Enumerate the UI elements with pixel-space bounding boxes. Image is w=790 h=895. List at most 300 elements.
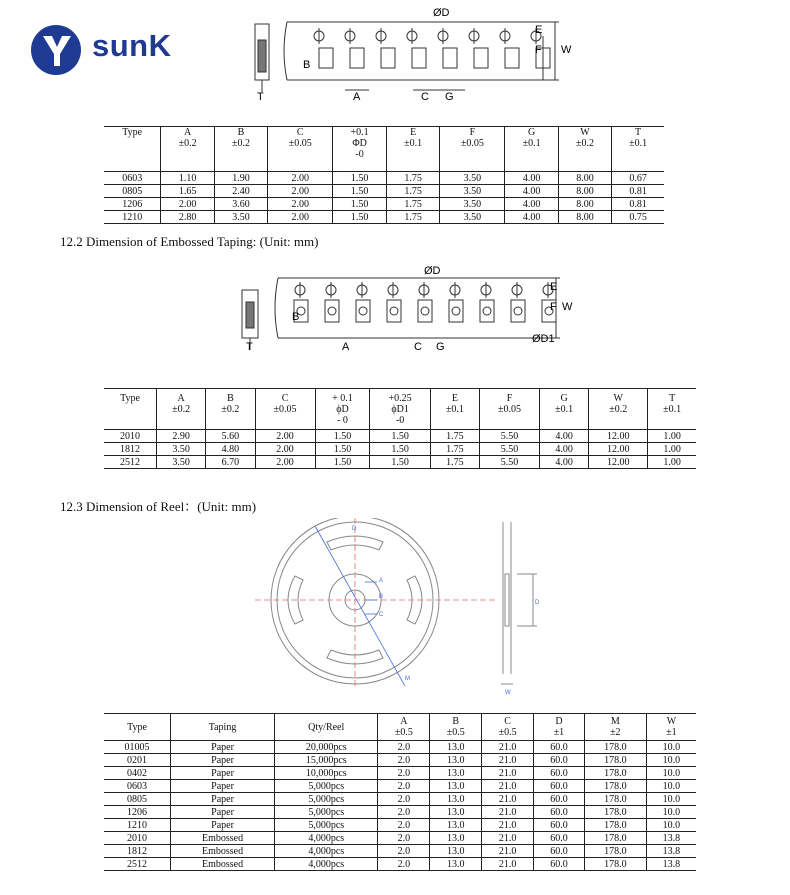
component-pocket: [319, 48, 333, 68]
table-cell: 1.00: [648, 430, 696, 443]
table-cell: 1206: [104, 198, 161, 211]
table-cell: 13.0: [430, 858, 482, 871]
table-cell: 2.0: [378, 858, 430, 871]
table-cell: 4.00: [540, 456, 589, 469]
header-tolerance: ±2: [610, 727, 621, 738]
header-tolerance: ±0.5: [446, 727, 465, 738]
header-tolerance: [106, 415, 154, 426]
table-cell: 2.00: [255, 456, 315, 469]
section-reel-title: 12.3 Dimension of Reel：(Unit: mm): [60, 499, 257, 514]
table-cell: 21.0: [482, 793, 534, 806]
table-row: [104, 858, 696, 871]
header-tolerance: -0: [395, 414, 405, 426]
table-cell: 0.81: [612, 198, 664, 211]
header-tolerance: [433, 415, 477, 426]
table-cell: 10.0: [646, 754, 696, 767]
table-cell: 2.0: [378, 754, 430, 767]
table-cell: 12.00: [589, 456, 648, 469]
header-label: G: [560, 392, 568, 404]
component-pocket: [443, 48, 457, 68]
header-tolerance: ±0.05: [460, 138, 484, 149]
header-tolerance: [507, 160, 555, 171]
table-cell: 1.50: [370, 456, 430, 469]
table-cell: 2.0: [378, 845, 430, 858]
reel-label-d-front: D: [352, 526, 357, 532]
table-cell: 1.10: [161, 172, 214, 185]
table-row: [104, 456, 696, 469]
table-cell: 1.50: [333, 185, 387, 198]
column-header: [482, 714, 534, 741]
reel-label-m: M: [405, 676, 410, 682]
header-tolerance: [270, 160, 330, 171]
column-header: [386, 127, 439, 172]
header-tolerance: ±0.1: [404, 138, 423, 149]
table-row: [104, 211, 664, 224]
table-cell: 5,000pcs: [275, 806, 378, 819]
table-cell: 3.50: [156, 443, 205, 456]
reel-table: [104, 713, 696, 871]
header-label: C: [281, 392, 289, 404]
table-cell: 178.0: [584, 793, 646, 806]
table-cell: 0603: [104, 780, 171, 793]
table-cell: 3.50: [214, 211, 267, 224]
table-cell: 2.00: [268, 198, 333, 211]
table-row: [104, 430, 696, 443]
label-g: G: [445, 91, 454, 100]
table-cell: 12.00: [589, 430, 648, 443]
table-cell: 178.0: [584, 819, 646, 832]
label-w: W: [561, 44, 572, 56]
table-cell: Paper: [171, 793, 275, 806]
table-cell: 60.0: [534, 832, 585, 845]
table-cell: 10.0: [646, 780, 696, 793]
header-label: A: [183, 127, 192, 138]
header-tolerance: [561, 160, 609, 171]
table-cell: 4,000pcs: [275, 845, 378, 858]
header-tolerance: ±0.1: [629, 138, 648, 149]
table-cell: 2.00: [255, 443, 315, 456]
table-cell: Paper: [171, 741, 275, 754]
header-label: Taping: [208, 721, 237, 733]
header-tolerance: [507, 149, 555, 160]
section-embossed-title: 12.2 Dimension of Embossed Taping: (Unit: mm): [60, 234, 319, 249]
table-cell: 1.50: [333, 198, 387, 211]
table-cell: 1812: [104, 443, 156, 456]
table-cell: 60.0: [534, 858, 585, 871]
header-tolerance: ±0.05: [273, 403, 297, 415]
table-cell: 15,000pcs: [275, 754, 378, 767]
table-row: [104, 172, 664, 185]
component-pocket: [505, 48, 519, 68]
table-cell: 1.50: [315, 430, 370, 443]
table-cell: 4.00: [505, 198, 558, 211]
header-tolerance: [591, 415, 645, 426]
header-tolerance: [442, 160, 502, 171]
column-header: [171, 714, 275, 741]
table-cell: 0.81: [612, 185, 664, 198]
table-cell: 1.00: [648, 456, 696, 469]
table-cell: 2512: [104, 858, 171, 871]
header-tolerance: [561, 149, 609, 160]
column-header: [268, 127, 333, 172]
table-cell: 10.0: [646, 767, 696, 780]
table-cell: 21.0: [482, 741, 534, 754]
header-tolerance: ±0.1: [445, 403, 464, 415]
table-cell: 13.0: [430, 780, 482, 793]
table-cell: 2.0: [378, 793, 430, 806]
column-header: [534, 714, 585, 741]
header-label: Type: [122, 127, 143, 138]
table-cell: 178.0: [584, 832, 646, 845]
reel-label-b: B: [379, 594, 384, 600]
table-cell: 5,000pcs: [275, 819, 378, 832]
column-header: [156, 389, 205, 430]
table-cell: 60.0: [534, 741, 585, 754]
column-header: [558, 127, 611, 172]
table-cell: 2.80: [161, 211, 214, 224]
table-cell: 5,000pcs: [275, 793, 378, 806]
header-label: Type: [127, 721, 147, 733]
table-cell: 1.50: [315, 456, 370, 469]
label-b: B: [292, 311, 300, 323]
header-tolerance: ±0.2: [609, 403, 628, 415]
table-cell: Paper: [171, 819, 275, 832]
table-row: [104, 741, 696, 754]
table-cell: 10.0: [646, 793, 696, 806]
table-cell: 4,000pcs: [275, 858, 378, 871]
table-cell: 1.75: [430, 443, 479, 456]
header-tolerance: ±0.05: [498, 403, 522, 415]
header-label: C: [296, 127, 304, 138]
table-cell: 1.50: [333, 172, 387, 185]
header-label: W: [666, 716, 677, 727]
table-cell: 1.00: [648, 443, 696, 456]
table-cell: 1210: [104, 819, 171, 832]
table-cell: 2010: [104, 430, 156, 443]
header-tolerance: [270, 149, 330, 160]
table-cell: 1.75: [386, 211, 439, 224]
header-tolerance: [389, 160, 437, 171]
header-label: A: [400, 716, 408, 727]
component-pocket: [387, 300, 401, 322]
header-tolerance: ±1: [553, 727, 565, 738]
table-cell: Paper: [171, 754, 275, 767]
label-w: W: [562, 301, 573, 313]
table-cell: 178.0: [584, 780, 646, 793]
header-label: F: [506, 392, 513, 404]
header-tolerance: ±0.2: [232, 138, 250, 149]
table-cell: 21.0: [482, 819, 534, 832]
table-cell: 0603: [104, 172, 161, 185]
label-e: E: [550, 281, 558, 293]
header-tolerance: ±0.05: [288, 138, 312, 149]
table-cell: 4.00: [505, 211, 558, 224]
table-cell: 5,000pcs: [275, 780, 378, 793]
table-cell: 13.0: [430, 793, 482, 806]
header-label: B: [227, 392, 234, 404]
header-tolerance: [614, 160, 662, 171]
label-phi-d: ØD: [433, 7, 450, 19]
header-tolerance: ±0.5: [394, 727, 413, 738]
header-tolerance: ±0.1: [555, 403, 574, 415]
header-tolerance: [389, 149, 437, 160]
table-cell: 5.60: [206, 430, 255, 443]
table-cell: 2.90: [156, 430, 205, 443]
label-c: C: [414, 341, 422, 353]
header-label: + 0.1: [332, 392, 353, 404]
column-header: [214, 127, 267, 172]
header-label: B: [237, 127, 245, 138]
table-cell: 2.0: [378, 819, 430, 832]
table-cell: 60.0: [534, 767, 585, 780]
header-tolerance: [614, 149, 662, 160]
table-cell: 10.0: [646, 819, 696, 832]
table-cell: 0402: [104, 767, 171, 780]
table-cell: 60.0: [534, 806, 585, 819]
embossed-taping-diagram: [238, 262, 578, 358]
label-phi-d: ØD: [424, 265, 441, 277]
column-header: [161, 127, 214, 172]
reel-label-d-side: D: [535, 600, 540, 606]
table-cell: 21.0: [482, 858, 534, 871]
column-header: [206, 389, 255, 430]
header-tolerance: [208, 415, 252, 426]
embossed-taping-table: [104, 388, 696, 469]
table-cell: 8.00: [558, 185, 611, 198]
column-header: [648, 389, 696, 430]
header-tolerance: [217, 149, 265, 160]
table-cell: Embossed: [171, 858, 275, 871]
table-cell: 178.0: [584, 754, 646, 767]
reel-label-a: A: [379, 578, 384, 584]
column-header: [370, 389, 430, 430]
header-tolerance: [542, 415, 586, 426]
table-cell: 60.0: [534, 754, 585, 767]
table-row: [104, 754, 696, 767]
table-cell: 2.00: [255, 430, 315, 443]
table-row: [104, 832, 696, 845]
table-cell: 5.50: [480, 456, 540, 469]
column-header: [440, 127, 505, 172]
header-tolerance: ±0.2: [172, 403, 191, 415]
column-header: [430, 389, 479, 430]
header-tolerance: -0: [355, 149, 364, 160]
table-cell: Embossed: [171, 845, 275, 858]
component-pocket: [480, 300, 494, 322]
header-label: W: [580, 127, 590, 138]
header-tolerance: [163, 149, 211, 160]
label-t: T: [257, 91, 264, 100]
table-cell: 3.50: [440, 172, 505, 185]
header-tolerance: ±0.2: [178, 138, 197, 149]
table-cell: 0.75: [612, 211, 664, 224]
component-pocket: [449, 300, 463, 322]
table-cell: 2.00: [161, 198, 214, 211]
table-cell: 21.0: [482, 754, 534, 767]
column-header: [255, 389, 315, 430]
table-cell: 13.8: [646, 832, 696, 845]
header-label: T: [669, 392, 676, 404]
table-cell: 8.00: [558, 211, 611, 224]
table-cell: 60.0: [534, 780, 585, 793]
column-header: [430, 714, 482, 741]
table-cell: 21.0: [482, 806, 534, 819]
header-label: A: [177, 392, 185, 404]
table-cell: 2.40: [214, 185, 267, 198]
component-pocket: [511, 300, 525, 322]
table-cell: 21.0: [482, 832, 534, 845]
header-tolerance: [106, 149, 158, 160]
table-cell: 20,000pcs: [275, 741, 378, 754]
table-cell: 60.0: [534, 793, 585, 806]
table-cell: 21.0: [482, 845, 534, 858]
header-tolerance: ΦD: [352, 138, 367, 149]
table-cell: 21.0: [482, 767, 534, 780]
header-label: C: [504, 716, 511, 727]
header-label: E: [410, 127, 417, 138]
table-cell: 21.0: [482, 780, 534, 793]
reel-diagram: [255, 518, 565, 698]
table-cell: 13.8: [646, 858, 696, 871]
header-tolerance: ±0.2: [221, 403, 240, 415]
label-c: C: [421, 91, 429, 100]
table-cell: 12.00: [589, 443, 648, 456]
table-cell: 0805: [104, 185, 161, 198]
label-g: G: [436, 341, 445, 353]
table-row: [104, 185, 664, 198]
table-cell: 4.80: [206, 443, 255, 456]
component-pocket: [356, 300, 370, 322]
header-label: E: [451, 392, 458, 404]
table-cell: 3.50: [440, 211, 505, 224]
table-cell: 4.00: [540, 430, 589, 443]
table-cell: 01005: [104, 741, 171, 754]
table-cell: 178.0: [584, 741, 646, 754]
table-cell: 4.00: [505, 172, 558, 185]
header-tolerance: [335, 160, 384, 171]
component-pocket: [474, 48, 488, 68]
table-cell: 2.0: [378, 806, 430, 819]
table-cell: 2.0: [378, 832, 430, 845]
table-cell: 178.0: [584, 806, 646, 819]
table-cell: 13.0: [430, 767, 482, 780]
table-cell: Paper: [171, 806, 275, 819]
table-row: [104, 198, 664, 211]
table-cell: 5.50: [480, 443, 540, 456]
label-a: A: [342, 341, 350, 353]
table-cell: 60.0: [534, 845, 585, 858]
table-cell: 8.00: [558, 198, 611, 211]
table-row: [104, 806, 696, 819]
header-label: T: [635, 127, 642, 138]
table-cell: 178.0: [584, 845, 646, 858]
column-header: [480, 389, 540, 430]
header-label: B: [452, 716, 460, 727]
column-header: [584, 714, 646, 741]
table-cell: 1.50: [315, 443, 370, 456]
header-tolerance: [650, 415, 694, 426]
header-label: G: [527, 127, 536, 138]
header-tolerance: [258, 415, 313, 426]
table-cell: 1.75: [386, 172, 439, 185]
component-pocket: [350, 48, 364, 68]
table-cell: 1210: [104, 211, 161, 224]
header-label: Qty/Reel: [308, 721, 345, 733]
label-f: F: [535, 44, 542, 56]
component-pocket: [381, 48, 395, 68]
column-header: [275, 714, 378, 741]
table-cell: 10,000pcs: [275, 767, 378, 780]
header-tolerance: ±1: [666, 727, 677, 738]
table-cell: 2.00: [268, 172, 333, 185]
header-tolerance: [159, 415, 203, 426]
table-cell: 13.0: [430, 819, 482, 832]
header-tolerance: [106, 160, 158, 171]
table-row: [104, 845, 696, 858]
component-pocket: [418, 300, 432, 322]
table-cell: 1.50: [333, 211, 387, 224]
column-header: [646, 714, 696, 741]
table-cell: 2.0: [378, 767, 430, 780]
table-cell: 178.0: [584, 767, 646, 780]
table-row: [104, 819, 696, 832]
header-tolerance: [163, 160, 211, 171]
table-cell: 4.00: [540, 443, 589, 456]
table-cell: 4,000pcs: [275, 832, 378, 845]
table-cell: 0.67: [612, 172, 664, 185]
table-row: [104, 793, 696, 806]
table-cell: 13.0: [430, 754, 482, 767]
header-tolerance: ±0.5: [498, 727, 517, 738]
table-row: [104, 780, 696, 793]
table-cell: 5.50: [480, 430, 540, 443]
reel-label-w: W: [505, 690, 511, 696]
table-cell: 0201: [104, 754, 171, 767]
table-cell: 1206: [104, 806, 171, 819]
label-f: F: [550, 301, 557, 313]
header-tolerance: [217, 160, 265, 171]
table-cell: 1.65: [161, 185, 214, 198]
brand-logo: [30, 22, 180, 78]
header-tolerance: [442, 149, 502, 160]
table-cell: 1.50: [370, 443, 430, 456]
header-label: M: [610, 716, 620, 727]
column-header: [315, 389, 370, 430]
table-cell: Embossed: [171, 832, 275, 845]
table-cell: 1.90: [214, 172, 267, 185]
component-pocket: [412, 48, 426, 68]
component-pocket: [325, 300, 339, 322]
table-cell: 13.0: [430, 741, 482, 754]
table-cell: Paper: [171, 767, 275, 780]
table-cell: 2.00: [268, 185, 333, 198]
column-header: [612, 127, 664, 172]
table-cell: 1812: [104, 845, 171, 858]
header-tolerance: [106, 138, 158, 149]
header-label: Type: [120, 392, 140, 404]
table-row: [104, 767, 696, 780]
table-cell: 6.70: [206, 456, 255, 469]
header-tolerance: ϕD: [336, 403, 349, 415]
column-header: [104, 389, 156, 430]
header-tolerance: [482, 415, 537, 426]
table-cell: 13.0: [430, 806, 482, 819]
table-cell: 10.0: [646, 806, 696, 819]
table-cell: 1.75: [430, 456, 479, 469]
table-cell: 3.50: [440, 185, 505, 198]
column-header: [104, 127, 161, 172]
table-cell: 1.50: [370, 430, 430, 443]
